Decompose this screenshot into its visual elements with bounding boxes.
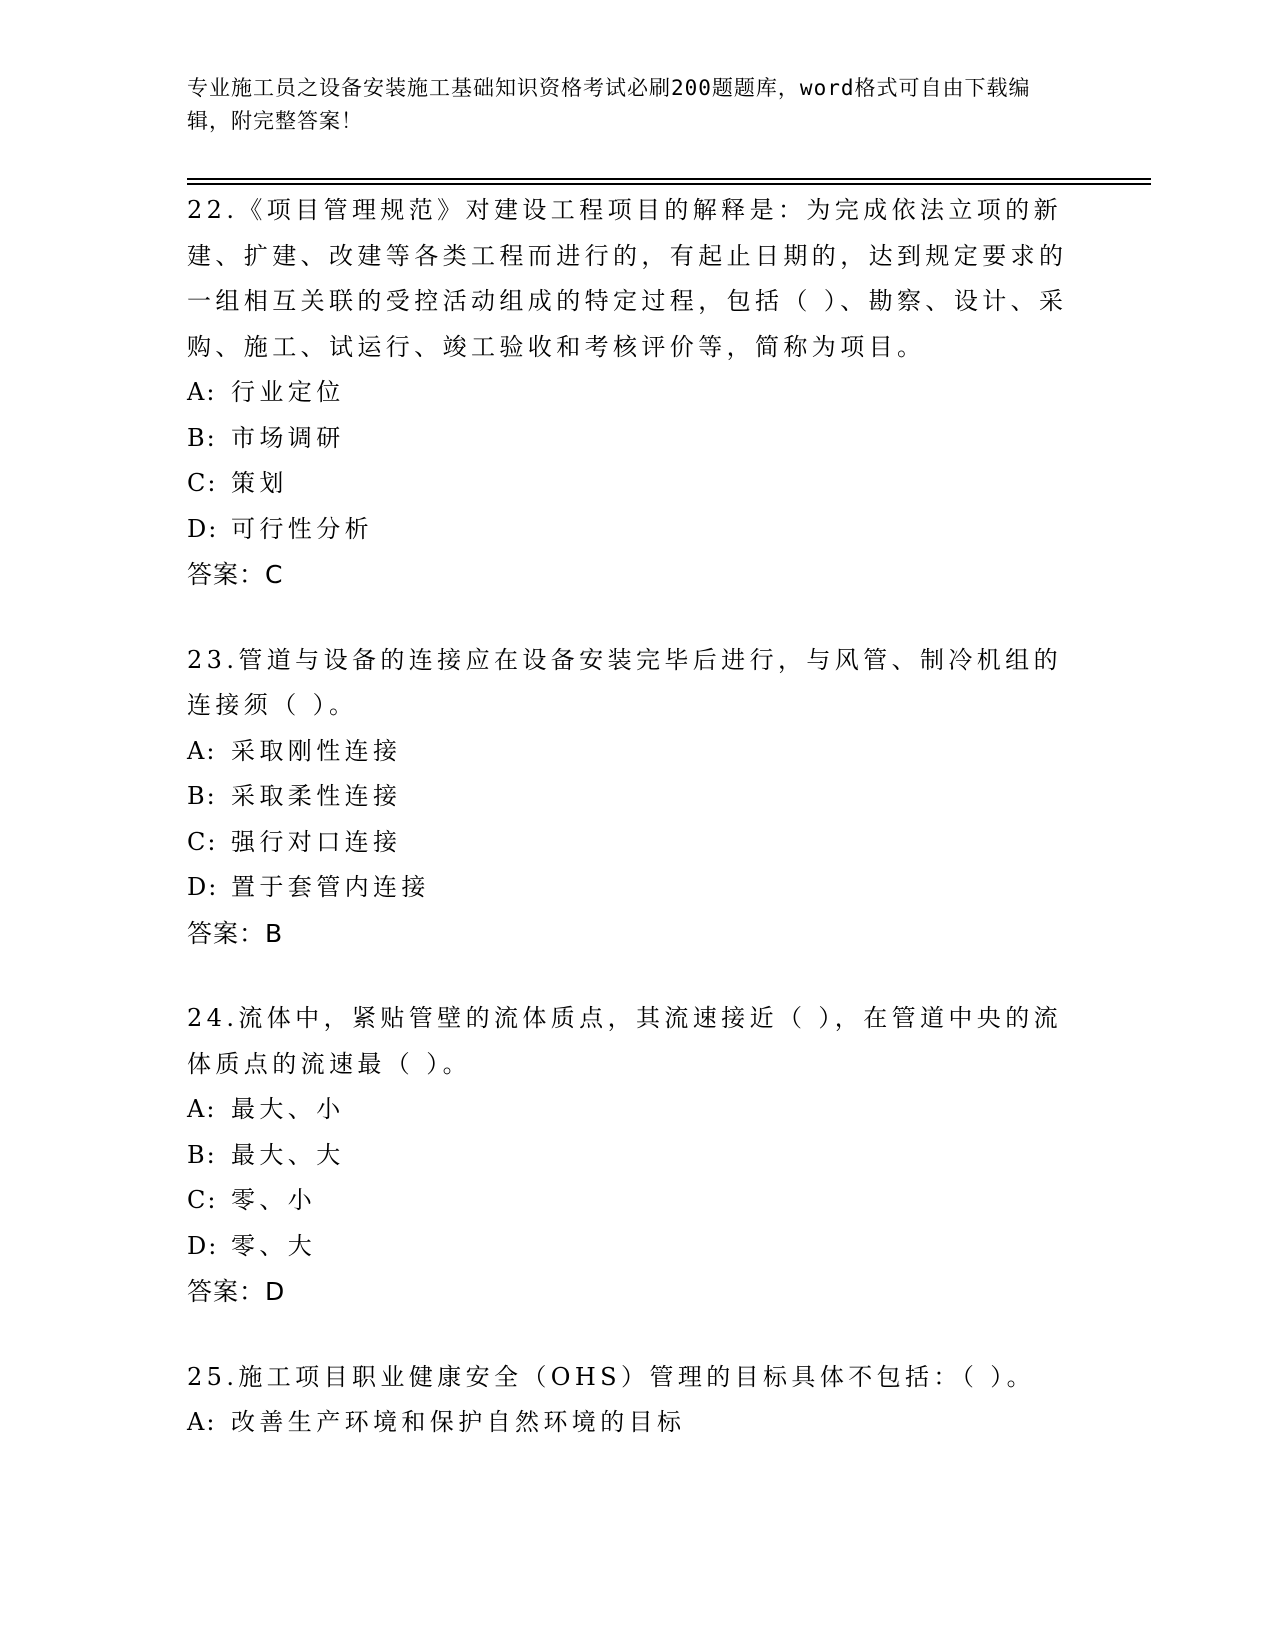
option-c <box>187 461 1087 507</box>
option-letter: B: <box>187 423 217 452</box>
option-c <box>187 1178 1087 1224</box>
question-stem: 23.管道与设备的连接应在设备安装完毕后进行，与风管、制冷机组的连接须（ ）。 <box>187 645 1062 719</box>
option-letter: A: <box>187 1095 217 1123</box>
answer-line: 答案：C <box>187 560 284 589</box>
option-letter: A: <box>187 736 217 765</box>
question-stem: 24.流体中，紧贴管壁的流体质点，其流速接近（ ），在管道中央的流体质点的流速最（ ）。 <box>187 1004 1062 1078</box>
option-letter: C: <box>187 827 218 856</box>
option-text: 策划 <box>231 469 288 497</box>
option-text: 置于套管内连接 <box>231 873 430 901</box>
option-text: 可行性分析 <box>231 514 373 543</box>
option-a <box>187 1400 1087 1446</box>
option-d <box>187 507 1087 553</box>
question-list <box>187 188 1087 1486</box>
question-stem: 25.施工项目职业健康安全（OHS）管理的目标具体不包括：（ ）。 <box>187 1362 1036 1391</box>
option-text: 最大、小 <box>231 1095 345 1123</box>
option-letter: A: <box>187 378 217 406</box>
option-b <box>187 774 1087 820</box>
option-a <box>187 370 1087 416</box>
option-b <box>187 416 1087 462</box>
option-a <box>187 1087 1087 1133</box>
option-c <box>187 820 1087 866</box>
option-letter: D: <box>187 514 219 543</box>
option-text: 零、小 <box>231 1186 317 1214</box>
option-d <box>187 865 1087 911</box>
option-text: 改善生产环境和保护自然环境的目标 <box>231 1408 686 1436</box>
option-text: 市场调研 <box>231 423 345 452</box>
question-22 <box>187 188 1087 598</box>
option-text: 最大、大 <box>231 1140 345 1169</box>
option-text: 行业定位 <box>231 378 345 406</box>
option-text: 采取刚性连接 <box>231 736 402 765</box>
option-text: 采取柔性连接 <box>231 782 402 810</box>
option-letter: D: <box>187 873 219 901</box>
document-header: 专业施工员之设备安装施工基础知识资格考试必刷200题题库，word格式可自由下载编辑，附完整答案！ <box>187 76 1031 133</box>
option-letter: C: <box>187 469 218 497</box>
option-letter: D: <box>187 1231 219 1260</box>
option-text: 强行对口连接 <box>231 827 402 856</box>
question-25 <box>187 1355 1087 1446</box>
answer-line: 答案：D <box>187 1277 286 1306</box>
option-letter: B: <box>187 1140 217 1169</box>
question-stem: 22.《项目管理规范》对建设工程项目的解释是：为完成依法立项的新建、扩建、改建等各类工程而进行的，有起止日期的，达到规定要求的一组相互关联的受控活动组成的特定过程，包括（ ）、勘察、设计、采购、施工、试运行、竣工验收和考核评价等，简称为项目。 <box>187 196 1068 361</box>
question-23 <box>187 638 1087 957</box>
option-letter: B: <box>187 782 217 810</box>
option-letter: A: <box>187 1408 217 1436</box>
answer-line: 答案：B <box>187 918 284 948</box>
option-b <box>187 1133 1087 1179</box>
option-letter: C: <box>187 1186 218 1214</box>
option-text: 零、大 <box>231 1231 317 1260</box>
option-a <box>187 729 1087 775</box>
option-d <box>187 1224 1087 1270</box>
header-divider-bottom <box>187 183 1151 185</box>
header-divider-top <box>187 178 1151 180</box>
question-24 <box>187 996 1087 1315</box>
